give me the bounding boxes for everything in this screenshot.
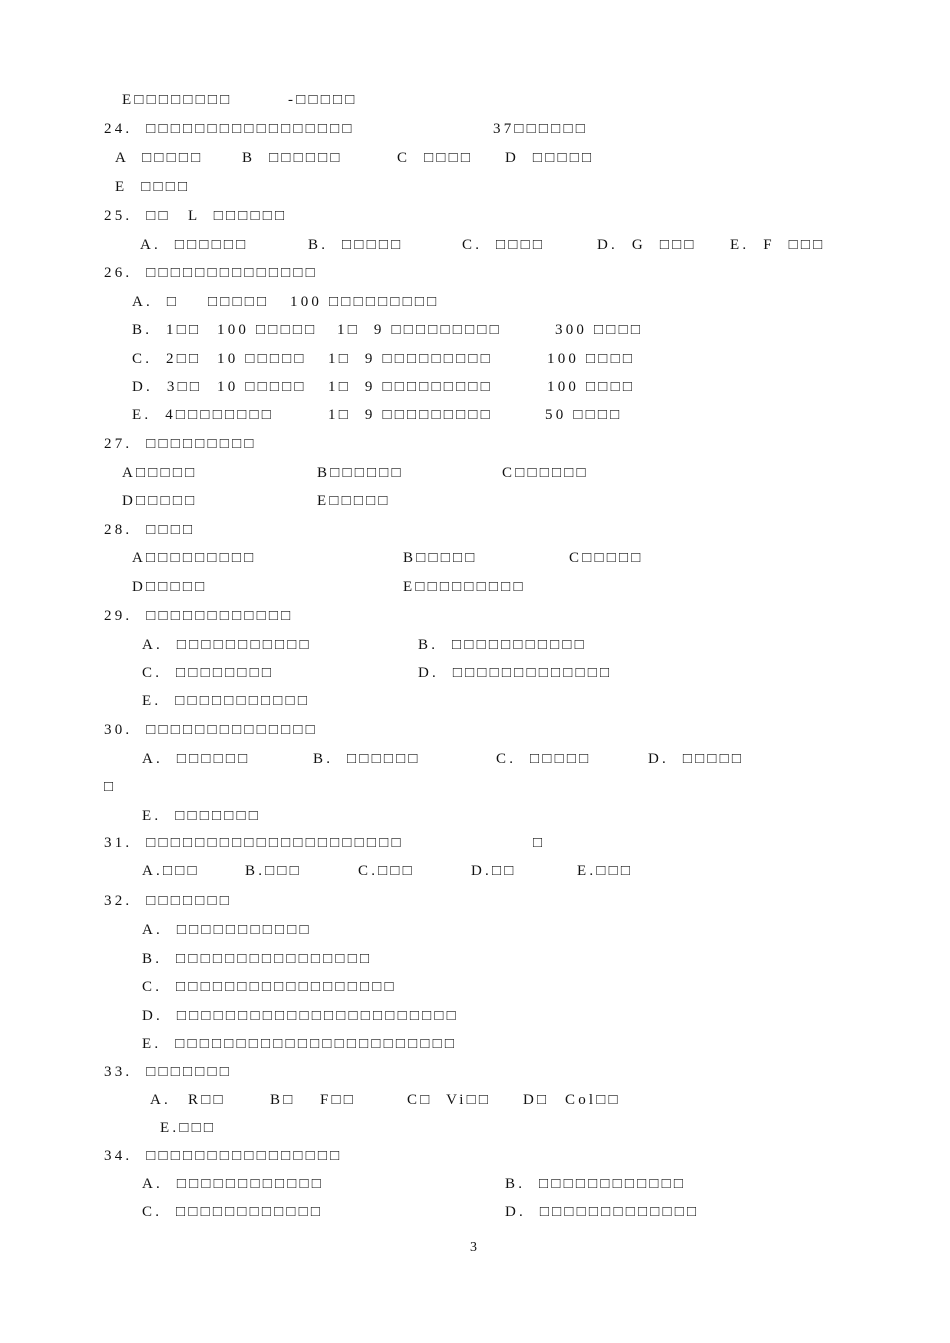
text-segment: C. □□□□ [462,237,546,253]
text-segment: 30. □□□□□□□□□□□□□□ [104,722,318,738]
text-segment: E.□□□ [160,1120,217,1136]
text-segment: E.□□□ [577,863,634,879]
text-segment: 1□ 9 □□□□□□□□□ [328,379,493,395]
text-segment: C□□□□□ [569,550,644,566]
text-segment: A.□□□ [142,863,200,879]
text-segment: B. □□□□□□□□□□□ [418,637,587,653]
text-segment: E□□□□□ [317,493,391,509]
text-segment: B. □□□□□□□□□□□□ [505,1176,687,1192]
text-segment: B. □□□□□ [308,237,404,253]
text-segment: C. □□□□□□□□ [142,665,275,681]
text-segment: D. G □□□ [597,237,697,253]
text-segment: E. 4□□□□□□□□ [132,407,274,423]
text-segment: 32. □□□□□□□ [104,893,233,909]
text-segment: E□□□□□□□□ [122,92,233,108]
text-segment: D□□□□□ [122,493,198,509]
text-segment: C□□□□□□ [502,465,589,481]
text-segment: E □□□□ [115,179,191,195]
text-segment: C. 2□□ [132,351,202,367]
text-segment: □□□□□ [208,294,270,310]
text-segment: E. F □□□ [730,237,826,253]
text-segment: A□□□□□ [122,465,198,481]
text-segment: D. 3□□ [132,379,203,395]
text-segment: B□ [270,1092,296,1108]
text-segment: B □□□□□□ [242,150,343,166]
text-segment: C. □□□□□□□□□□□□□□□□□□ [142,979,397,995]
text-segment: D □□□□□ [505,150,595,166]
text-segment: 31. □□□□□□□□□□□□□□□□□□□□□ [104,835,404,851]
text-segment: 100 □□□□ [547,379,636,395]
text-segment: D. □□□□□□□□□□□□□□□□□□□□□□□ [142,1008,459,1024]
text-segment: A□□□□□□□□□ [132,550,257,566]
text-segment: 25. □□ [104,208,171,224]
text-segment: E. □□□□□□□ [142,808,262,824]
text-segment: 10 □□□□□ [217,379,307,395]
text-segment: 1□ 9 □□□□□□□□□ [328,407,493,423]
text-segment: D□ [523,1092,550,1108]
text-segment: C□ Vi□□ [407,1092,492,1108]
text-segment: 10 □□□□□ [217,351,307,367]
text-segment: A. [150,1092,171,1108]
text-segment: 33. □□□□□□□ [104,1064,233,1080]
text-segment: E□□□□□□□□□ [403,579,526,595]
text-segment: Col□□ [565,1092,621,1108]
text-segment: D. □□□□□□□□□□□□□ [418,665,613,681]
text-segment: 24. □□□□□□□□□□□□□□□□□ [104,121,355,137]
text-segment: C.□□□ [358,863,415,879]
page-number: 3 [470,1240,477,1255]
text-segment: A. □□□□□□□□□□□□ [142,1176,325,1192]
text-segment: 100 □□□□□ [217,322,318,338]
text-segment: A. □□□□□□ [142,751,251,767]
text-segment: D. □□□□□ [648,751,745,767]
text-segment: A. □ [132,294,180,310]
text-segment: 300 □□□□ [555,322,644,338]
text-segment: B.□□□ [245,863,302,879]
text-segment: E. □□□□□□□□□□□ [142,693,311,709]
text-segment: □ [533,835,546,851]
text-segment: C. □□□□□ [496,751,592,767]
text-segment: B. □□□□□□□□□□□□□□□□ [142,951,373,967]
text-segment: C □□□□ [397,150,474,166]
text-segment: 50 □□□□ [545,407,623,423]
text-segment: 100 □□□□□□□□□ [290,294,440,310]
text-segment: 26. □□□□□□□□□□□□□□ [104,265,318,281]
text-segment: B. □□□□□□ [313,751,421,767]
text-segment: F□□ [320,1092,357,1108]
text-segment: 100 □□□□ [547,351,636,367]
text-segment: A. □□□□□□ [140,237,249,253]
text-segment: D. □□□□□□□□□□□□□ [505,1204,700,1220]
text-segment: R□□ [188,1092,226,1108]
text-segment: L □□□□□□ [188,208,288,224]
text-segment: 34. □□□□□□□□□□□□□□□□ [104,1148,343,1164]
text-segment: 37□□□□□□ [493,121,588,137]
text-segment: -□□□□□ [288,92,358,108]
text-segment: □ [104,779,117,795]
text-segment: 1□ 9 □□□□□□□□□ [337,322,502,338]
text-segment: B. 1□□ [132,322,202,338]
text-segment: A. □□□□□□□□□□□ [142,922,312,938]
text-segment: 29. □□□□□□□□□□□□ [104,608,294,624]
text-segment: A. □□□□□□□□□□□ [142,637,312,653]
text-segment: D.□□ [471,863,517,879]
text-segment: B□□□□□□ [317,465,404,481]
text-segment: D□□□□□ [132,579,208,595]
text-segment: 1□ 9 □□□□□□□□□ [328,351,493,367]
text-segment: 27. □□□□□□□□□ [104,436,257,452]
text-segment: C. □□□□□□□□□□□□ [142,1204,324,1220]
text-segment: 28. □□□□ [104,522,196,538]
text-segment: E. □□□□□□□□□□□□□□□□□□□□□□□ [142,1036,458,1052]
text-segment: A □□□□□ [115,150,204,166]
text-segment: B□□□□□ [403,550,478,566]
